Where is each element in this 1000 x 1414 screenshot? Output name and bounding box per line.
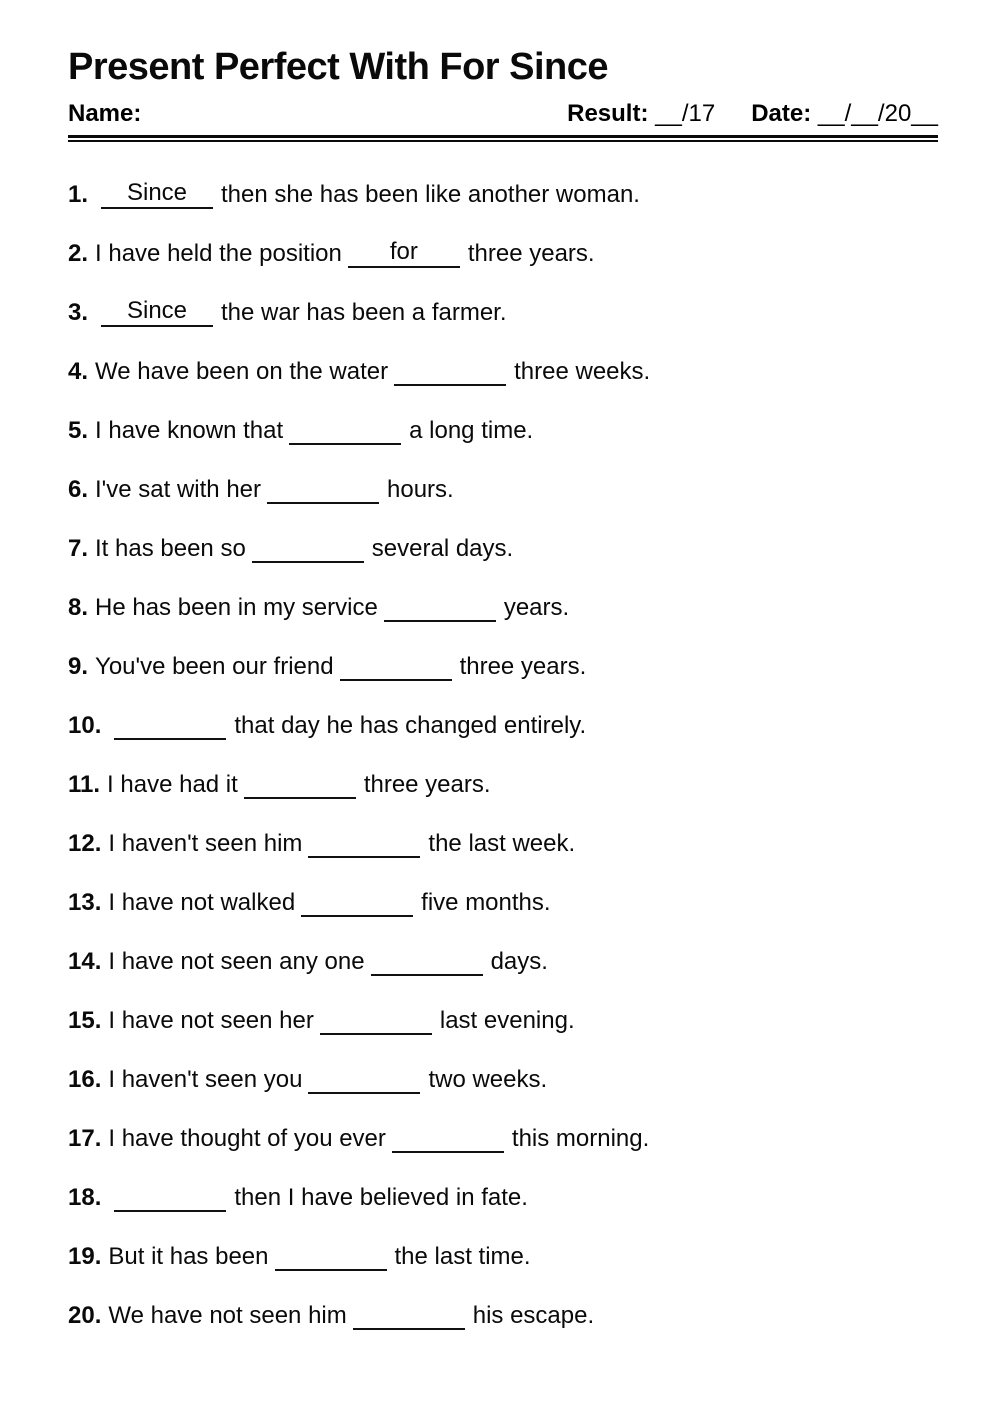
exercise-item	[68, 1242, 938, 1271]
item-text-before: We have not seen him	[108, 1302, 347, 1329]
item-number: 20.	[68, 1302, 102, 1329]
item-text-after: last evening.	[439, 1007, 575, 1034]
answer-blank[interactable]	[392, 1127, 504, 1153]
answer-text: Since	[126, 179, 188, 206]
exercise-item	[68, 593, 938, 622]
item-text-before: I haven't seen him	[108, 830, 303, 857]
item-text-before: We have been on the water	[95, 358, 389, 385]
exercise-item	[68, 357, 938, 386]
worksheet-header	[68, 100, 938, 128]
item-text-before: He has been in my service	[95, 594, 378, 621]
answer-text: for	[389, 238, 418, 265]
answer-blank[interactable]	[289, 419, 401, 445]
date-value: __/__/20__	[817, 100, 938, 127]
item-text-after: a long time.	[409, 417, 534, 444]
item-number: 16.	[68, 1066, 102, 1093]
exercise-item	[68, 947, 938, 976]
answer-blank[interactable]	[114, 714, 226, 740]
answer-blank[interactable]	[353, 1304, 465, 1330]
item-number: 9.	[68, 653, 89, 680]
answer-blank[interactable]	[394, 360, 506, 386]
name-label: Name:	[68, 100, 142, 127]
answer-blank[interactable]	[308, 832, 420, 858]
item-text-after: years.	[503, 594, 570, 621]
item-text-after: several days.	[371, 535, 514, 562]
answer-blank[interactable]	[114, 1186, 226, 1212]
answer-blank[interactable]	[101, 179, 213, 209]
item-text-before: I have held the position	[95, 240, 342, 267]
exercise-item	[68, 1301, 938, 1330]
date-group	[751, 100, 938, 128]
item-text-after: two weeks.	[428, 1066, 548, 1093]
item-number: 13.	[68, 889, 102, 916]
item-number: 7.	[68, 535, 89, 562]
exercise-item	[68, 652, 938, 681]
result-label: Result:	[567, 100, 649, 127]
exercise-item	[68, 180, 938, 209]
answer-blank[interactable]	[275, 1245, 387, 1271]
header-right	[567, 100, 938, 128]
answer-blank[interactable]	[340, 655, 452, 681]
item-text-after: his escape.	[472, 1302, 595, 1329]
exercise-item	[68, 888, 938, 917]
worksheet-items	[68, 180, 938, 1330]
result-group	[567, 100, 715, 128]
exercise-item	[68, 711, 938, 740]
item-text-after: that day he has changed entirely.	[234, 712, 587, 739]
date-label: Date:	[751, 100, 812, 127]
item-text-after: this morning.	[511, 1125, 650, 1152]
item-number: 12.	[68, 830, 102, 857]
item-text-before: I have not seen her	[108, 1007, 314, 1034]
answer-text: Since	[126, 297, 188, 324]
item-number: 1.	[68, 181, 89, 208]
item-number: 6.	[68, 476, 89, 503]
item-text-after: the last time.	[394, 1243, 531, 1270]
item-number: 10.	[68, 712, 102, 739]
page-title: Present Perfect With For Since	[68, 46, 609, 88]
item-number: 5.	[68, 417, 89, 444]
item-text-after: hours.	[387, 476, 454, 503]
exercise-item	[68, 416, 938, 445]
answer-blank[interactable]	[371, 950, 483, 976]
exercise-item	[68, 298, 938, 327]
exercise-item	[68, 770, 938, 799]
item-text-before: I have known that	[95, 417, 284, 444]
item-text-after: three weeks.	[514, 358, 651, 385]
exercise-item	[68, 1183, 938, 1212]
item-text-after: days.	[490, 948, 548, 975]
exercise-item	[68, 239, 938, 268]
item-text-after: the last week.	[428, 830, 576, 857]
item-text-after: then I have believed in fate.	[234, 1184, 528, 1211]
item-number: 15.	[68, 1007, 102, 1034]
item-text-before: It has been so	[95, 535, 246, 562]
item-text-after: three years.	[363, 771, 491, 798]
item-text-after: then she has been like another woman.	[221, 181, 640, 208]
item-text-before: I haven't seen you	[108, 1066, 303, 1093]
exercise-item	[68, 534, 938, 563]
item-number: 3.	[68, 299, 89, 326]
answer-blank[interactable]	[308, 1068, 420, 1094]
answer-blank[interactable]	[244, 773, 356, 799]
item-text-before: I have not seen any one	[108, 948, 365, 975]
answer-blank[interactable]	[267, 478, 379, 504]
item-number: 18.	[68, 1184, 102, 1211]
answer-blank[interactable]	[252, 537, 364, 563]
header-divider	[68, 135, 938, 142]
answer-blank[interactable]	[348, 238, 460, 268]
exercise-item	[68, 1006, 938, 1035]
answer-blank[interactable]	[301, 891, 413, 917]
item-text-before: I have thought of you ever	[108, 1125, 386, 1152]
item-text-before: You've been our friend	[95, 653, 334, 680]
item-number: 2.	[68, 240, 89, 267]
item-number: 4.	[68, 358, 89, 385]
item-text-before: I've sat with her	[95, 476, 261, 503]
exercise-item	[68, 475, 938, 504]
item-text-after: three years.	[467, 240, 595, 267]
item-number: 8.	[68, 594, 89, 621]
item-text-after: the war has been a farmer.	[221, 299, 507, 326]
item-number: 11.	[68, 771, 101, 798]
answer-blank[interactable]	[384, 596, 496, 622]
item-text-after: five months.	[421, 889, 551, 916]
exercise-item	[68, 829, 938, 858]
exercise-item	[68, 1124, 938, 1153]
item-text-after: three years.	[459, 653, 587, 680]
item-text-before: But it has been	[108, 1243, 269, 1270]
exercise-item	[68, 1065, 938, 1094]
answer-blank[interactable]	[101, 297, 213, 327]
answer-blank[interactable]	[320, 1009, 432, 1035]
item-text-before: I have not walked	[108, 889, 296, 916]
result-value: __/17	[655, 100, 716, 127]
item-text-before: I have had it	[107, 771, 238, 798]
item-number: 17.	[68, 1125, 102, 1152]
item-number: 14.	[68, 948, 102, 975]
item-number: 19.	[68, 1243, 102, 1270]
